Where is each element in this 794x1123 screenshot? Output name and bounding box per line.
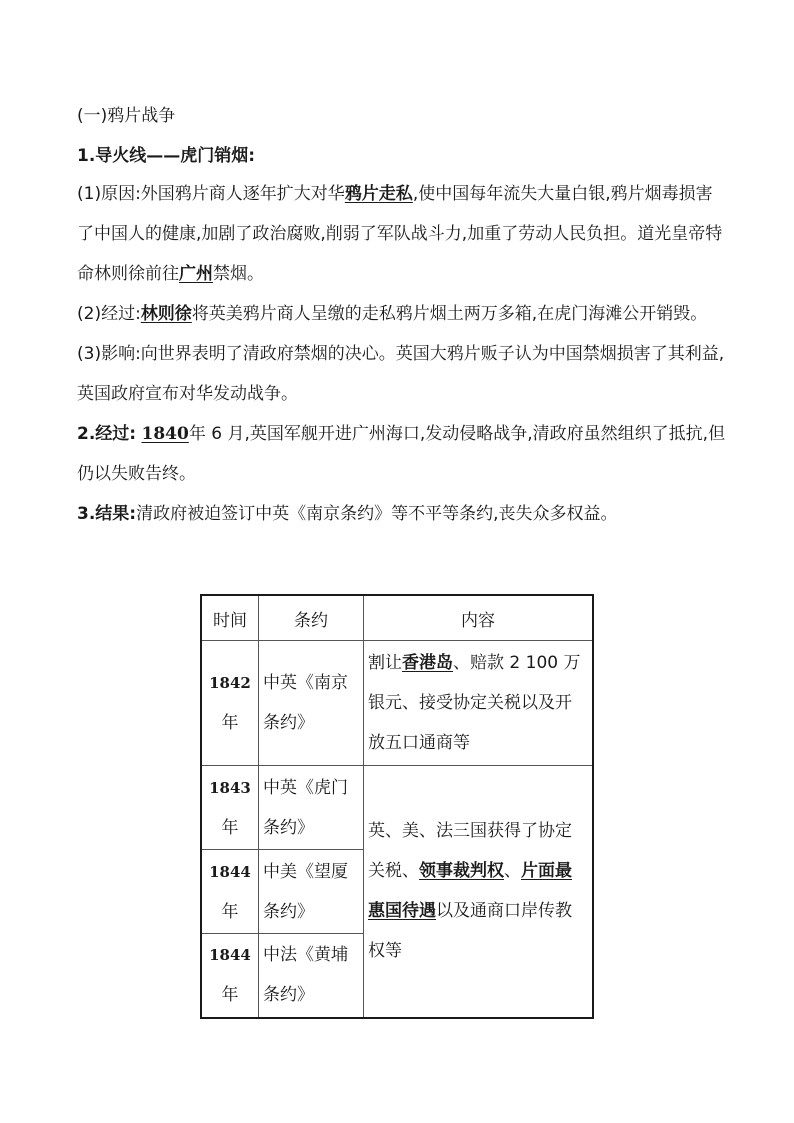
year-value: 1844 (209, 946, 251, 965)
item3-paragraph (77, 494, 727, 534)
year-suffix: 年 (221, 817, 239, 838)
content-text: 割让 (368, 653, 402, 673)
year-value: 1843 (209, 778, 251, 797)
item1-heading: 1.导火线——虎门销烟: (77, 146, 256, 166)
year-suffix: 年 (221, 985, 239, 1006)
item3-text: 清政府被迫签订中英《南京条约》等不平等条约,丧失众多权益。 (136, 504, 618, 524)
document-body (77, 98, 727, 534)
treaty-cell: 中英《虎门条约》 (259, 766, 364, 850)
content-cell (364, 641, 594, 766)
time-cell (201, 766, 259, 850)
time-cell (201, 934, 259, 1018)
process-keyword-lin-zexu: 林则徐 (140, 304, 192, 324)
content-keyword-consular-jurisdiction: 领事裁判权 (419, 861, 504, 882)
content-text: 、赔款 2 100 万银元、接受协定关税以及开放五口通商等 (368, 653, 581, 753)
item2-heading: 2.经过: (77, 424, 137, 444)
year-suffix: 年 (221, 713, 239, 733)
content-text: 以及通商口岸传教权等 (368, 901, 572, 962)
item2-year: 1840 (141, 424, 189, 444)
cause-text: ,使中国每年流失大量白银,鸦片烟毒损害了中国人的健康,加剧了政治腐败,削弱了军队战斗力,加重了劳动人民负担。道光皇帝特命林则徐前往 (77, 184, 723, 284)
item2-paragraph (77, 414, 727, 494)
item3-heading: 3.结果: (77, 504, 137, 524)
table-row (201, 641, 593, 766)
time-cell (201, 641, 259, 766)
process-paragraph (77, 294, 727, 334)
content-separator: 、 (504, 861, 521, 882)
table-row (201, 766, 593, 850)
header-time: 时间 (201, 595, 259, 641)
year-suffix: 年 (221, 901, 239, 922)
process-text: 将英美鸦片商人呈缴的走私鸦片烟土两万多箱,在虎门海滩公开销毁。 (191, 304, 708, 324)
cause-prefix: (1)原因:外国鸦片商人逐年扩大对华 (77, 184, 345, 204)
cause-keyword-opium-smuggling: 鸦片走私 (344, 184, 413, 204)
content-cell (364, 766, 594, 1018)
item2-text: 年 6 月,英国军舰开进广州海口,发动侵略战争,清政府虽然组织了抵抗,但仍以失败告终。 (77, 424, 726, 484)
header-treaty: 条约 (259, 595, 364, 641)
year-value: 1842 (209, 674, 251, 692)
header-content: 内容 (364, 595, 594, 641)
treaty-cell: 中英《南京条约》 (259, 641, 364, 766)
cause-paragraph (77, 174, 727, 294)
impact-paragraph: (3)影响:向世界表明了清政府禁烟的决心。英国大鸦片贩子认为中国禁烟损害了其利益,英国政府宣布对华发动战争。 (77, 344, 725, 404)
section-title: (一)鸦片战争 (77, 106, 176, 126)
treaty-cell: 中法《黄埔条约》 (259, 934, 364, 1018)
cause-suffix: 禁烟。 (213, 264, 264, 284)
year-value: 1844 (209, 862, 251, 881)
table-header-row (201, 595, 593, 641)
content-text: 英、美、法三国获得了协定关税、 (368, 821, 572, 882)
process-prefix: (2)经过: (77, 304, 141, 324)
time-cell (201, 850, 259, 934)
cause-keyword-guangzhou: 广州 (179, 264, 213, 284)
content-keyword-hong-kong: 香港岛 (402, 653, 453, 673)
treaty-table (200, 594, 594, 1019)
content-keyword-mfn-treatment: 片面最惠国待遇 (368, 861, 572, 922)
treaty-cell: 中美《望厦条约》 (259, 850, 364, 934)
